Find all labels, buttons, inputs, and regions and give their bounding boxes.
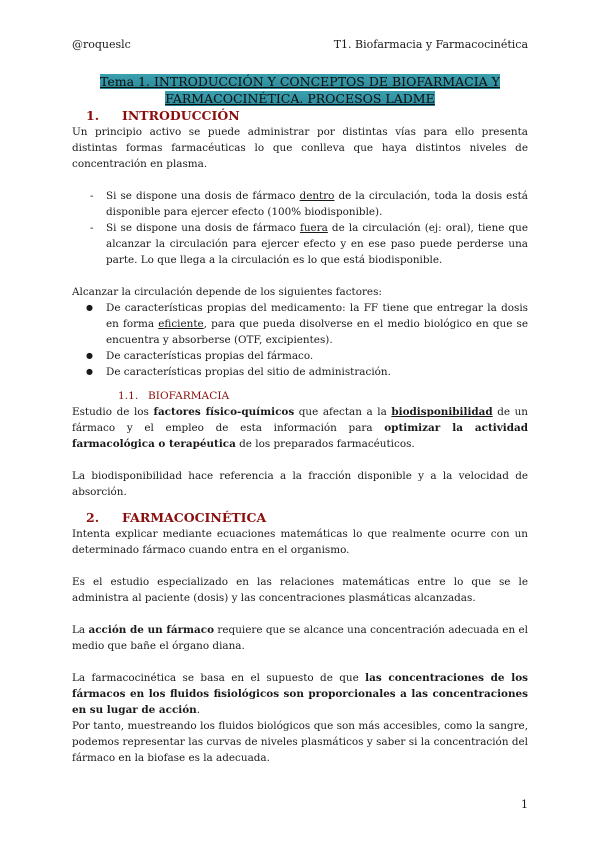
farmacocinetica-p3: La acción de un fármaco requiere que se alcance una concentración adecuada en el medio que bañe el órgano diana. <box>72 624 528 652</box>
factors-intro: Alcanzar la circulación depende de los siguientes factores: <box>72 286 382 298</box>
biofarmacia-definition: Estudio de los factores físico-químicos que afectan a la biodisponibilidad de un fármaco y el empleo de esta información para optimizar la actividad farmacológica o terapéutica de los preparados farmacéuticos. <box>72 406 529 450</box>
section-2-heading: 2. FARMACOCINÉTICA <box>86 510 267 525</box>
document-body <box>72 108 528 766</box>
farmacocinetica-p1: Intenta explicar mediante ecuaciones matemáticas lo que realmente ocurre con un determinado fármaco cuando entra en el organismo. <box>72 528 528 556</box>
dash-list <box>72 188 528 268</box>
title-line-1: Tema 1. INTRODUCCIÓN Y CONCEPTOS DE BIOFARMACIA Y <box>100 74 500 89</box>
section-1-1-heading: 1.1. BIOFARMACIA <box>118 390 230 402</box>
factors-list <box>72 300 528 380</box>
header-course: T1. Biofarmacia y Farmacocinética <box>333 38 528 51</box>
list-item: - Si se dispone una dosis de fármaco fuera de la circulación (ej: oral), tiene que alcanzar la circulación para ejercer efecto y en ese paso puede perderse una parte. Lo que llega a la circulación es lo que está biodisponible. <box>72 220 528 268</box>
header-author: @roqueslc <box>72 38 131 51</box>
farmacocinetica-p4: La farmacocinética se basa en el supuesto de que las concentraciones de los fármacos en los fluidos fisiológicos son proporcionales a las concentraciones en su lugar de acción. <box>72 672 528 716</box>
title-line-2: FARMACOCINÉTICA. PROCESOS LADME <box>165 91 435 106</box>
list-item: - Si se dispone una dosis de fármaco dentro de la circulación, toda la dosis está disponible para ejercer efecto (100% biodisponible). <box>72 188 528 220</box>
document-title <box>72 73 528 107</box>
farmacocinetica-p5: Por tanto, muestreando los fluidos biológicos que son más accesibles, como la sangre, podemos representar las curvas de niveles plasmáticos y saber si la concentración del fármaco en la biofase es la adecuada. <box>72 720 528 764</box>
list-item: ● De características propias del medicamento: la FF tiene que entregar la dosis en forma eficiente, para que pueda disolverse en el medio biológico en que se encuentra y absorberse (OTF, excipientes). <box>72 300 528 348</box>
section-1-intro: Un principio activo se puede administrar por distintas vías para ello presenta distintas formas farmacéuticas lo que conlleva que haya distintos niveles de concentración en plasma. <box>72 126 528 170</box>
list-item: ● De características propias del sitio de administración. <box>72 364 528 380</box>
farmacocinetica-p2: Es el estudio especializado en las relaciones matemáticas entre lo que se le administra al paciente (dosis) y las concentraciones plasmáticas alcanzadas. <box>72 576 528 604</box>
biodisponibilidad-note: La biodisponibilidad hace referencia a la fracción disponible y a la velocidad de absorción. <box>72 470 528 498</box>
page-number: 1 <box>521 798 528 811</box>
list-item: ● De características propias del fármaco. <box>72 348 528 364</box>
section-1-heading: 1. INTRODUCCIÓN <box>86 108 240 123</box>
